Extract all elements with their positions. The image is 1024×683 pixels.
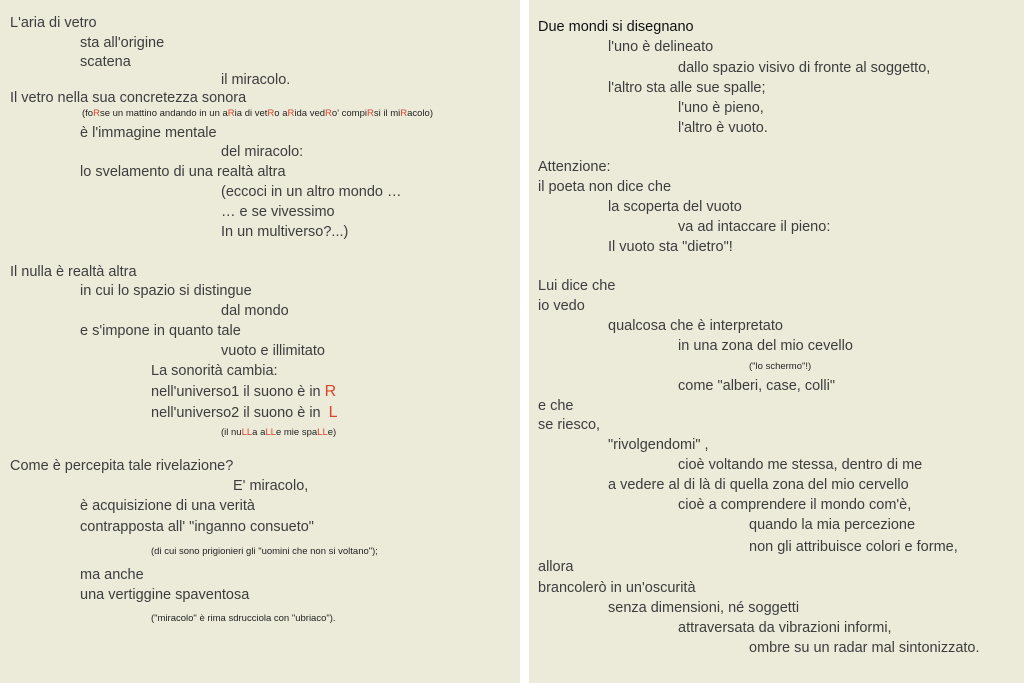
poem-line: Attenzione: xyxy=(538,159,611,175)
poem-line: l'uno è delineato xyxy=(608,39,714,55)
poem-line: dallo spazio visivo di fronte al soggetto, xyxy=(678,60,931,76)
poem-line: "rivolgendomi" , xyxy=(608,437,709,453)
poem-line: allora xyxy=(538,559,574,575)
footnote: ("lo schermo"!) xyxy=(749,361,812,372)
poem-line: Il nulla è realtà altra xyxy=(10,264,137,280)
poem-line: In un multiverso?...) xyxy=(221,224,349,240)
poem-line: dal mondo xyxy=(221,303,289,319)
poem-line: l'altro sta alle sue spalle; xyxy=(608,80,766,96)
poem-line: il poeta non dice che xyxy=(538,179,672,195)
poem-line: in una zona del mio cevello xyxy=(678,338,853,354)
poem-line: quando la mia percezione xyxy=(749,517,916,533)
poem-line: senza dimensioni, né soggetti xyxy=(608,600,800,616)
poem-line: è acquisizione di una verità xyxy=(80,498,255,514)
poem-line: Come è percepita tale rivelazione? xyxy=(10,458,234,474)
poem-line: La sonorità cambia: xyxy=(151,363,278,379)
poem-line: come "alberi, case, colli" xyxy=(678,378,835,394)
poem-line: Il vuoto sta "dietro"! xyxy=(608,239,733,255)
poem-line: il miracolo. xyxy=(221,72,291,88)
poem-line: del miracolo: xyxy=(221,144,304,160)
poem-line: ombre su un radar mal sintonizzato. xyxy=(749,640,980,656)
poem-line: qualcosa che è interpretato xyxy=(608,318,783,334)
poem-line: cioè voltando me stessa, dentro di me xyxy=(678,457,923,473)
poem-line: Il vetro nella sua concretezza sonora xyxy=(10,90,247,106)
footnote: (di cui sono prigionieri gli "uomini che non si voltano"); xyxy=(151,546,378,557)
poem-line: in cui lo spazio si distingue xyxy=(80,283,252,299)
poem-line: va ad intaccare il pieno: xyxy=(678,219,831,235)
poem-line: attraversata da vibrazioni informi, xyxy=(678,620,892,636)
poem-line: e che xyxy=(538,398,574,414)
poem-line: vuoto e illimitato xyxy=(221,343,325,359)
poem-line: scatena xyxy=(80,54,131,70)
poem-line: Lui dice che xyxy=(538,278,616,294)
acrostic-note: (foRse un mattino andando in un aRia di vetRo aRida vedRo' compiRsi il miRacolo) xyxy=(82,108,433,119)
poem-line: non gli attribuisce colori e forme, xyxy=(749,539,958,555)
footnote: ("miracolo" è rima sdrucciola con "ubriaco"). xyxy=(151,613,336,624)
right-text-panel xyxy=(529,0,1024,683)
poem-line: è l'immagine mentale xyxy=(80,125,217,141)
poem-line: io vedo xyxy=(538,298,585,314)
poem-line: nell'universo2 il suono è in L xyxy=(151,404,338,421)
poem-line: … e se vivessimo xyxy=(221,204,335,220)
poem-line: E' miracolo, xyxy=(233,478,309,494)
poem-line: e s'impone in quanto tale xyxy=(80,323,241,339)
poem-line: l'altro è vuoto. xyxy=(678,120,768,136)
poem-line: ma anche xyxy=(80,567,144,583)
poem-line: la scoperta del vuoto xyxy=(608,199,742,215)
poem-line: se riesco, xyxy=(538,417,601,433)
poem-line: contrapposta all' "inganno consueto" xyxy=(80,519,314,535)
poem-line: lo svelamento di una realtà altra xyxy=(80,164,286,180)
poem-line: Due mondi si disegnano xyxy=(538,19,694,35)
acrostic-note: (il nuLLa aLLe mie spaLLe) xyxy=(221,427,337,438)
poem-line: a vedere al di là di quella zona del mio cervello xyxy=(608,477,909,493)
poem-line: sta all'origine xyxy=(80,35,165,51)
poem-line: brancolerò in un'oscurità xyxy=(538,580,696,596)
poem-line: una vertiggine spaventosa xyxy=(80,587,250,603)
poem-line: nell'universo1 il suono è in R xyxy=(151,383,337,400)
poem-line: L'aria di vetro xyxy=(10,15,97,31)
poem-line: cioè a comprendere il mondo com'è, xyxy=(678,497,912,513)
poem-line: (eccoci in un altro mondo … xyxy=(221,184,402,200)
poem-line: l'uno è pieno, xyxy=(678,100,764,116)
